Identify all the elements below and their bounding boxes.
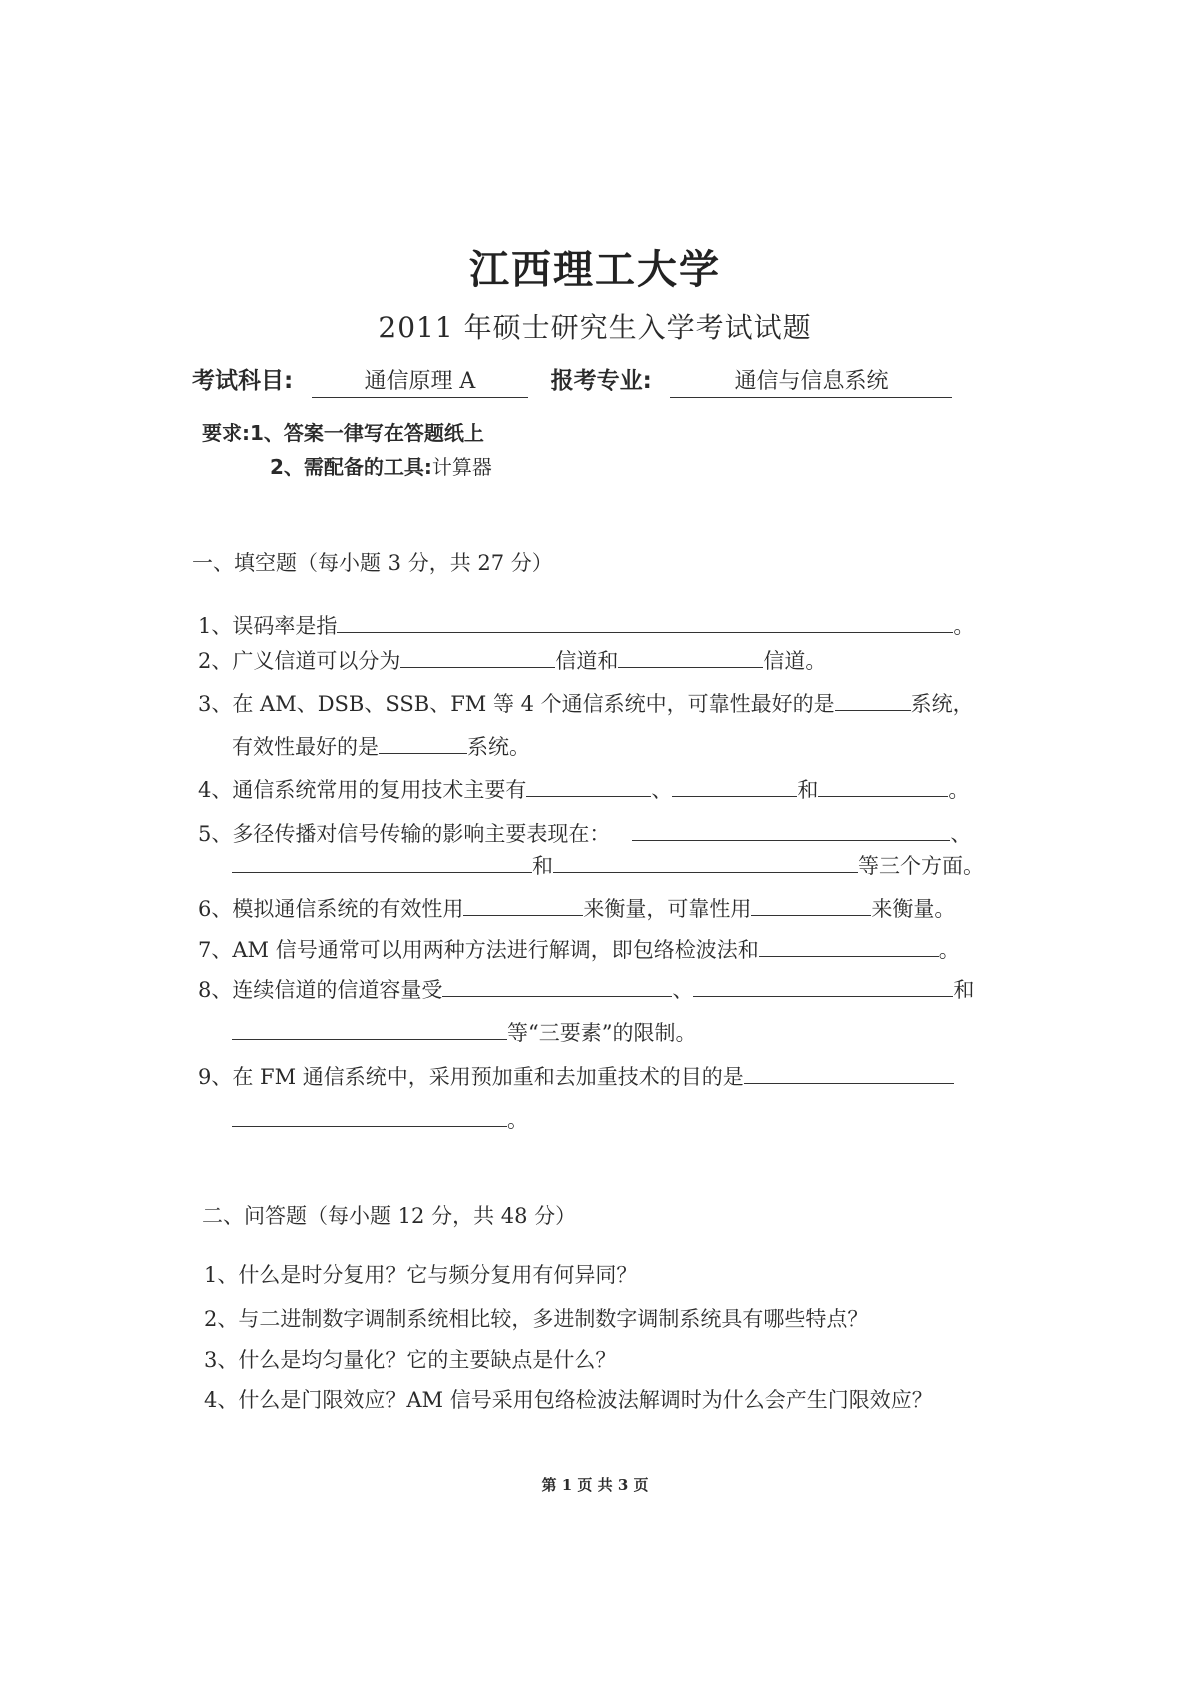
question-9 <box>198 1061 954 1092</box>
answer-blank <box>751 893 871 916</box>
question-9-cont <box>232 1104 528 1135</box>
question-text: 8、连续信道的信道容量受 <box>198 978 443 1002</box>
question-text: 5、多径传播对信号传输的影响主要表现在： <box>198 822 611 846</box>
section1-heading: 一、填空题（每小题 3 分，共 27 分） <box>192 551 553 575</box>
answer-blank <box>232 1104 507 1127</box>
requirements-label: 要求: <box>202 421 250 445</box>
question-text: 信道和 <box>555 649 619 673</box>
question-text: 2、广义信道可以分为 <box>198 649 401 673</box>
answer-blank <box>744 1061 954 1084</box>
requirement-1 <box>202 418 484 448</box>
question-text: 信道。 <box>763 649 827 673</box>
question-1 <box>198 610 974 641</box>
question-text: 来衡量，可靠性用 <box>583 897 752 921</box>
answer-blank <box>232 850 532 873</box>
requirement-text: 1、答案一律写在答题纸上 <box>250 421 484 445</box>
question-text: 来衡量。 <box>871 897 956 921</box>
question-text: 等三个方面。 <box>858 854 984 878</box>
answer-blank <box>400 645 555 668</box>
question-3 <box>198 688 974 719</box>
question-text: 系统。 <box>467 735 530 759</box>
question-text: 。 <box>953 614 975 638</box>
answer-blank <box>379 731 467 754</box>
subject-value: 通信原理 A <box>312 367 528 398</box>
question-text: 和 <box>953 978 975 1002</box>
question-text: 有效性最好的是 <box>232 735 379 759</box>
major-label: 报考专业: <box>550 368 652 394</box>
answer-blank <box>463 893 583 916</box>
question-text: 。 <box>507 1108 528 1132</box>
major-value: 通信与信息系统 <box>670 367 952 398</box>
question-text: 、 <box>651 778 673 802</box>
essay-question-2: 2、与二进制数字调制系统相比较，多进制数字调制系统具有哪些特点？ <box>204 1307 869 1331</box>
requirement-text: 2、需配备的工具: <box>270 455 432 479</box>
question-text: 和 <box>797 778 819 802</box>
exam-title: 2011 年硕士研究生入学考试试题 <box>378 311 812 344</box>
exam-info-row <box>192 366 952 398</box>
question-2 <box>198 645 826 676</box>
question-text: 6、模拟通信系统的有效性用 <box>198 897 464 921</box>
answer-blank <box>618 645 763 668</box>
answer-blank <box>232 1017 507 1040</box>
answer-blank <box>818 774 948 797</box>
question-8-cont <box>232 1017 696 1048</box>
requirement-2 <box>270 452 492 482</box>
essay-question-1: 1、什么是时分复用？它与频分复用有何异同？ <box>204 1263 638 1287</box>
university-name: 江西理工大学 <box>469 246 721 293</box>
answer-blank <box>442 974 672 997</box>
question-text: 。 <box>938 938 960 962</box>
answer-blank <box>693 974 953 997</box>
question-text: 7、AM 信号通常可以用两种方法进行解调，即包络检波法和 <box>198 938 759 962</box>
answer-blank <box>526 774 651 797</box>
answer-blank <box>337 610 953 633</box>
subject-label: 考试科目: <box>192 368 294 394</box>
answer-blank <box>672 774 797 797</box>
section2-heading: 二、问答题（每小题 12 分，共 48 分） <box>202 1204 577 1228</box>
question-text: 等“三要素”的限制。 <box>507 1021 697 1045</box>
answer-blank <box>632 818 950 841</box>
question-text: 和 <box>532 854 553 878</box>
question-5 <box>198 818 971 849</box>
question-text: 1、误码率是指 <box>198 614 338 638</box>
question-text: 。 <box>948 778 970 802</box>
question-text: 3、在 AM、DSB、SSB、FM 等 4 个通信系统中，可靠性最好的是 <box>198 692 835 716</box>
question-text: 系统， <box>910 692 974 716</box>
question-4 <box>198 774 969 805</box>
question-8 <box>198 974 974 1005</box>
answer-blank <box>553 850 858 873</box>
answer-blank <box>835 688 911 711</box>
question-text: 9、在 FM 通信系统中，采用预加重和去加重技术的目的是 <box>198 1065 744 1089</box>
question-text: 4、通信系统常用的复用技术主要有 <box>198 778 527 802</box>
question-5-cont <box>232 850 984 881</box>
question-6 <box>198 893 955 924</box>
essay-question-4: 4、什么是门限效应？AM 信号采用包络检波法解调时为什么会产生门限效应？ <box>204 1388 933 1412</box>
requirement-value: 计算器 <box>431 455 492 479</box>
answer-blank <box>759 934 939 957</box>
page-number: 第 1 页 共 3 页 <box>541 1476 649 1494</box>
question-7 <box>198 934 960 965</box>
question-text: 、 <box>950 822 972 846</box>
question-3-cont <box>232 731 530 762</box>
essay-question-3: 3、什么是均匀量化？它的主要缺点是什么？ <box>204 1348 617 1372</box>
question-text: 、 <box>672 978 694 1002</box>
